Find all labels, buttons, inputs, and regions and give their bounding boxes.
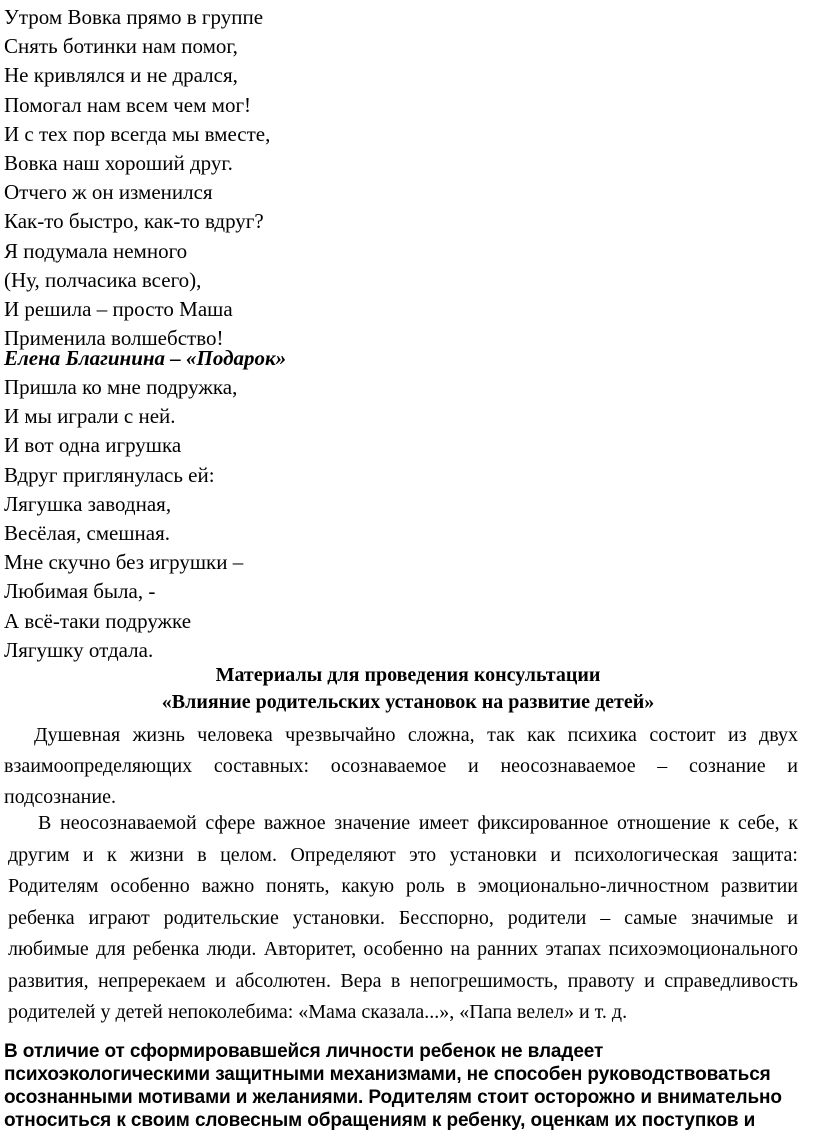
poem-line: (Ну, полчасика всего),	[4, 267, 202, 292]
poem-line: Мне скучно без игрушки –	[4, 550, 244, 575]
poem-line: Вдруг приглянулась ей:	[4, 462, 215, 487]
section-heading: Материалы для проведения консультации	[215, 664, 601, 686]
poem-line: Вовка наш хороший друг.	[4, 150, 233, 175]
poem-line: Я подумала немного	[4, 238, 188, 263]
poem-line: И с тех пор всегда мы вместе,	[4, 121, 271, 146]
poem-line: Применила волшебство!	[4, 326, 224, 351]
poem-line: Не кривлялся и не дрался,	[4, 63, 238, 88]
body-paragraph-1: Душевная жизнь человека чрезвычайно сложна, так как психика состоит из двух взаимоопределяющих составных: осознаваемое и неосознаваемое – сознание и подсознание.	[4, 724, 798, 808]
section-subheading: «Влияние родительских установок на развитие детей»	[161, 691, 655, 713]
poem-podarok	[4, 373, 243, 665]
poem-line: Снять ботинки нам помог,	[4, 34, 238, 59]
poem-line: И мы играли с ней.	[4, 404, 176, 429]
poem-line: Весёлая, смешная.	[4, 520, 171, 545]
poem-line: И решила – просто Маша	[4, 296, 233, 321]
poem-line: Лягушку отдала.	[4, 637, 154, 662]
poem-line: Как-то быстро, как-то вдруг?	[4, 209, 264, 234]
poem-line: А всё-таки подружке	[4, 608, 192, 633]
poem-line: Утром Вовка прямо в группе	[4, 5, 264, 29]
poem-line: Помогал нам всем чем мог!	[4, 92, 252, 117]
poem-line: Лягушка заводная,	[4, 491, 172, 516]
poem-line: Любимая была, -	[4, 579, 156, 604]
poem-line: Пришла ко мне подружка,	[4, 375, 238, 399]
body-paragraph-2: В неосознаваемой сфере важное значение имеет фиксированное отношение к себе, к другим и к жизни в целом. Определяют это установки и психологическая защита: Родителям особенно важно понять, какую роль в эмоционально-личностном развитии ребенка играют родительские установки. Бесспорно, родители – самые значимые и любимые для ребенка люди. Авторитет, особенно на ранних этапах психоэмоционального развития, непререкаем и абсолютен. Вера в непогрешимость, правоту и справедливость родителей у детей непоколебима: «Мама сказала...», «Папа велел» и т. д.	[8, 812, 798, 1023]
poem-line: И вот одна игрушка	[4, 433, 182, 458]
poem-line: Отчего ж он изменился	[4, 180, 213, 205]
body-paragraph-3: В отличие от сформировавшейся личности ребенок не владеет психоэкологическими защитными механизмами, не способен руководствоваться осознанными мотивами и желаниями. Родителям стоит осторожно и внимательно относиться к своим словесным обращениям к ребенку, оценкам их поступков и	[4, 1041, 782, 1131]
poem-vovka	[4, 3, 270, 353]
poem-author-title: Елена Благинина – «Подарок»	[4, 346, 287, 370]
